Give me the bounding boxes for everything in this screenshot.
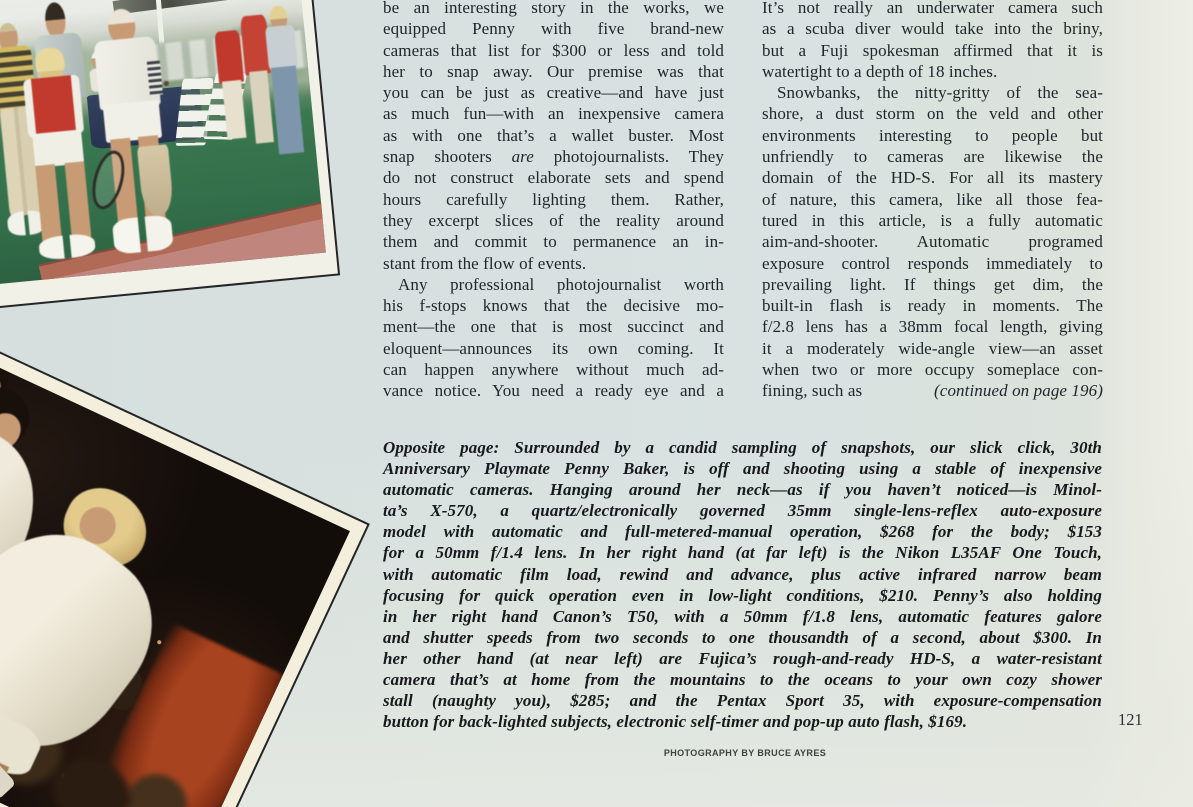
text-line: can happen anywhere without much ad- [383, 360, 724, 380]
text-line: ment—the one that is most succinct and [383, 317, 724, 337]
figure-torso [214, 29, 244, 83]
text-line: button for back-lighted subjects, electronic self-timer and pop-up auto flash, $169. [383, 712, 968, 732]
text-line: focusing for quick operation even in low-light conditions, $210. Penny’s also holding [383, 585, 1102, 605]
figure-legs [35, 161, 91, 241]
text-line: hours carefully lighting them. Rather, [383, 189, 724, 209]
figure-torso [265, 24, 298, 71]
text-line: camera that’s at home from the mountains to the oceans to your own cozy shower [383, 670, 1102, 690]
text-line: Anniversary Playmate Penny Baker, is off and shooting using a stable of inexpensive [383, 459, 1102, 479]
text-line: built-in flash is ready in moments. The [762, 296, 1103, 316]
text-line: his f-stops knows that the decisive mo- [383, 296, 724, 316]
text-line: equipped Penny with five brand-new [383, 19, 724, 39]
text-line: and shutter speeds from two seconds to one thousandth of a second, about $300. In [383, 627, 1102, 647]
snapshot-night-party [0, 330, 367, 807]
text-line: environments interesting to people but [762, 125, 1103, 145]
text-line: snap shooters are photojournalists. They [383, 147, 724, 167]
text-line: automatic cameras. Hanging around her neck—as if you haven’t noticed—is Minol- [383, 480, 1102, 500]
text-line: Opposite page: Surrounded by a candid sampling of snapshots, our slick click, 30th [383, 438, 1102, 457]
text-line: as with one that’s a wallet buster. Most [383, 125, 724, 145]
text-line: in her right hand Canon’s T50, with a 50mm f/1.8 lens, automatic features galore [383, 606, 1102, 626]
text-line: do not construct elaborate sets and spend [383, 168, 724, 188]
text-line: they excerpt slices of the reality around [383, 210, 724, 230]
text-line: them and commit to permanence an in- [383, 232, 724, 252]
text-line: tured in this article, is a fully automatic [762, 210, 1103, 230]
text-line: it a moderately wide-angle view—an asset [762, 338, 1103, 358]
text-line: her to snap away. Our premise was that [383, 61, 724, 81]
text-line: stant from the flow of events. [383, 253, 587, 273]
text-line: with automatic film load, rewind and advance, plus active infrared narrow beam [383, 564, 1102, 584]
text-line: her other hand (at near left) are Fujica’s rough-and-ready HD-S, a water-resistant [383, 648, 1102, 668]
article-column-left [383, 0, 724, 402]
text-line: domain of the HD-S. For all its mastery [762, 168, 1103, 188]
snapshot-tennis-party [0, 0, 338, 313]
text-line: shore, a dust storm on the veld and other [762, 104, 1103, 124]
text-line: as much fun—with an inexpensive camera [383, 104, 724, 124]
text-line: prevailing light. If things get dim, the [762, 274, 1103, 294]
text-line: for a 50mm f/1.4 lens. In her right hand (at far left) is the Nikon L35AF One Touch, [383, 543, 1102, 563]
page-number: 121 [1118, 710, 1143, 729]
text-line: aim-and-shooter. Automatic programed [762, 232, 1103, 252]
photography-credit: PHOTOGRAPHY BY BRUCE AYRES [663, 748, 827, 758]
text-line: eloquent—announces its own coming. It [383, 338, 724, 358]
text-line: ta’s X-570, a quartz/electronically governed 35mm single-lens-reflex auto-exposure [383, 501, 1102, 521]
text-line: as a scuba diver would take into the briny, [762, 19, 1103, 39]
text-line: watertight to a depth of 18 inches. [762, 61, 998, 81]
text-line: exposure control responds immediately to [762, 253, 1103, 273]
snapshot-night-party-image [0, 348, 350, 807]
text-line: vance notice. You need a ready eye and a [383, 381, 724, 401]
text-line: but a Fuji spokesman affirmed that it is [762, 40, 1103, 60]
text-line: Snowbanks, the nitty-gritty of the sea- [777, 83, 1103, 103]
text-line: unfriendly to cameras are likewise the [762, 147, 1103, 167]
text-line: when two or more occupy someplace con- [762, 360, 1103, 380]
text-line: Any professional photojournalist worth [398, 274, 724, 294]
figure-legs [222, 79, 247, 139]
text-line: model with automatic and full-metered-manual operation, $268 for the body; $153 [383, 522, 1102, 542]
text-line: It’s not really an underwater camera such [762, 0, 1103, 17]
text-line: you can be just as creative—and have just [383, 83, 724, 103]
text-line: fining, such as (continued on page 196) [762, 381, 1103, 401]
text-line: stall (naughty you), $285; and the Pentax Sport 35, with exposure-compensation [383, 691, 1102, 711]
text-line: f/2.8 lens has a 38mm focal length, giving [762, 317, 1103, 337]
text-line: cameras that list for $300 or less and told [383, 40, 724, 60]
snapshot-tennis-party-image [0, 0, 326, 290]
text-line: be an interesting story in the works, we [383, 0, 724, 17]
text-line: of nature, this camera, like all those fea- [762, 189, 1103, 209]
figure-shoes [112, 214, 174, 254]
photo-caption [383, 437, 1102, 732]
article-column-right [762, 0, 1103, 402]
